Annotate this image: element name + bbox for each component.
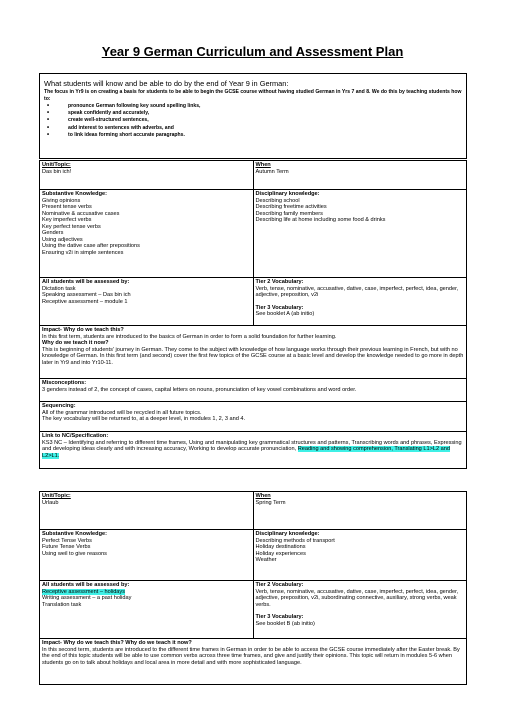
list-item: • pronounce German following key sound spelling links, xyxy=(44,103,462,110)
list-item: Holiday experiences xyxy=(255,550,306,557)
list-item: Present tense verbs xyxy=(42,204,92,210)
unit1-disciplinary-cell xyxy=(253,190,467,278)
unit1-topic-cell xyxy=(40,161,254,190)
unit2-when-cell xyxy=(253,492,467,530)
list-item: Holiday destinations xyxy=(255,544,306,550)
when-label: When xyxy=(255,493,271,499)
list-item: Describing freetime activities xyxy=(255,204,327,210)
link-text-highlight: Reading and showing comprehension, Translating L1>L2 and L2>L1. xyxy=(42,446,450,459)
list-item: Weather xyxy=(255,557,277,563)
tier3-text: See booklet A (ab initio) xyxy=(255,311,315,317)
unit2-vocab-cell xyxy=(253,581,467,639)
list-item: • to link ideas forming short accurate paragraphs. xyxy=(44,132,462,139)
assessed-label: All students will be assessed by: xyxy=(42,582,130,588)
unit1-substantive-cell xyxy=(40,190,254,278)
link-label: Link to NC/Specification: xyxy=(42,433,109,439)
list-item: Key imperfect verbs xyxy=(42,217,92,223)
list-item: Using the dative case after prepositions xyxy=(42,243,140,249)
list-item: All of the grammar introduced will be recycled in all future topics. xyxy=(42,409,202,416)
when-value: Autumn Term xyxy=(255,168,289,175)
list-item: Writing assessment – a past holiday xyxy=(42,595,132,601)
tier3-label: Tier 3 Vocabulary: xyxy=(255,304,304,311)
when-label: When xyxy=(255,162,271,168)
unit-topic-value: Das bin ich! xyxy=(42,168,72,175)
sequencing-label: Sequencing: xyxy=(42,403,76,409)
link-text-main: KS3 NC – Identifying and referring to different time frames, Using and manipulating key grammatical structures and patterns, Transcribing words and phrases, Expressing and developing ideas clearly and with increasing accuracy, Working to develop accurate pronunciation, xyxy=(42,439,462,452)
intro-heading: What students will know and be able to do by the end of Year 9 in German: xyxy=(44,79,289,88)
list-item: • create well-structured sentences, xyxy=(44,117,462,124)
intro-bullets xyxy=(44,103,462,139)
tier2-text: Verb, tense, nominative, accusative, dative, case, imperfect, perfect, idea, gender, adjective, preposition, v2i, subordinating connective, auxiliary, strong verbs, weak verbs. xyxy=(255,588,459,608)
list-item: Using adjectives xyxy=(42,236,83,243)
list-item: Speaking assessment – Das bin ich xyxy=(42,292,131,298)
why-label: Why do we teach it now? xyxy=(42,340,109,346)
unit1-vocab-cell xyxy=(253,278,467,326)
unit1-table xyxy=(39,160,467,469)
unit2-assessed-cell xyxy=(40,581,254,639)
unit1-sequencing-cell xyxy=(40,402,467,432)
tier2-label: Tier 2 Vocabulary: xyxy=(255,582,304,588)
substantive-label: Substantive Knowledge: xyxy=(42,531,107,537)
unit2-substantive-cell xyxy=(40,530,254,581)
unit1-misconceptions-cell xyxy=(40,379,467,402)
unit2-topic-cell xyxy=(40,492,254,530)
tier2-label: Tier 2 Vocabulary: xyxy=(255,279,304,285)
disciplinary-label: Disciplinary knowledge: xyxy=(255,191,320,197)
list-item: • add interest to sentences with adverbs, and xyxy=(44,125,462,132)
list-item: Receptive assessment – module 1 xyxy=(42,298,128,305)
list-item: The key vocabulary will be returned to, at a deeper level, in modules 1, 2, 3 and 4. xyxy=(42,416,246,422)
unit1-impact-cell xyxy=(40,326,467,379)
tier3-text: See booklet B (ab initio) xyxy=(255,620,315,627)
list-item: Describing school xyxy=(255,197,300,204)
intro-paragraph: The focus in Yr9 is on creating a basis for students to be able to begin the GCSE course without having studied German in Yrs 7 and 8. We do this by teaching students how to: xyxy=(44,89,462,102)
list-item: Nominative & accusative cases xyxy=(42,210,120,217)
unit-topic-value: Urlaub xyxy=(42,499,59,506)
impact-text: In this second term, students are introduced to the different time frames in German in order to be able to access the GCSE course immediately after the Easter break. By the end of this topic students will be able to use common verbs across three time frames, and give and justify their opinions. This topic will return in modules 5-6 when students go on to talk about holidays and local area in more detail and with more sophisticated language. xyxy=(42,646,460,666)
list-item: Describing life at home including some food & drinks xyxy=(255,217,386,223)
unit1-when-cell xyxy=(253,161,467,190)
unit2-disciplinary-cell xyxy=(253,530,467,581)
link-text xyxy=(42,440,464,460)
list-item: Key perfect tense verbs xyxy=(42,223,101,230)
list-item: Genders xyxy=(42,230,64,236)
list-item: Ensuring v2i in simple sentences xyxy=(42,249,124,256)
list-item: Perfect Tense Verbs xyxy=(42,537,92,544)
unit1-assessed-cell xyxy=(40,278,254,326)
assessed-label: All students will be assessed by: xyxy=(42,279,130,285)
list-item: Future Tense Verbs xyxy=(42,544,91,550)
substantive-label: Substantive Knowledge: xyxy=(42,191,107,197)
impact-text: In this first term, students are introduced to the basics of German in order to form a solid foundation for further learning. xyxy=(42,333,337,340)
misconceptions-label: Misconceptions: xyxy=(42,380,87,386)
unit-topic-label: Unit/Topic: xyxy=(42,493,71,499)
impact-label: Impact- Why do we teach this? xyxy=(42,327,124,333)
page-title: Year 9 German Curriculum and Assessment Plan xyxy=(101,44,404,59)
unit2-impact-cell xyxy=(40,639,467,685)
list-item: Describing family members xyxy=(255,210,323,217)
list-item: Describing methods of transport xyxy=(255,537,335,544)
unit1-link-cell xyxy=(40,432,467,469)
disciplinary-label: Disciplinary knowledge: xyxy=(255,531,320,537)
intro-box xyxy=(39,73,467,159)
when-value: Spring Term xyxy=(255,499,286,506)
why-text: This is beginning of students' journey in German. They come to the subject with knowledge of how language works through their previous learning in French, but with no knowledge of German. In this first term (and second) cover the first few topics of the GCSE course at a basic level and develop the knowledge needed to go more in depth later in Yr9 and into Yr10-11. xyxy=(42,346,464,366)
impact-label: Impact- Why do we teach this? Why do we teach it now? xyxy=(42,640,192,646)
list-item: Using weil to give reasons xyxy=(42,550,107,557)
list-item: Giving opinions xyxy=(42,197,81,204)
list-item: • speak confidently and accurately, xyxy=(44,110,462,117)
assessed-highlight: Receptive assessment – holidays xyxy=(42,588,126,595)
tier3-label: Tier 3 Vocabulary: xyxy=(255,614,304,620)
unit2-table xyxy=(39,491,467,685)
list-item: Translation task xyxy=(42,601,82,608)
misconceptions-text: 3 genders instead of 2, the concept of cases, capital letters on nouns, pronunciation of key vowel combinations and word order. xyxy=(42,386,357,393)
tier2-text: Verb, tense, nominative, accusative, dative, case, imperfect, perfect, idea, gender, adjective, preposition, v2i xyxy=(255,285,459,298)
list-item: Dictation task xyxy=(42,285,76,292)
unit-topic-label: Unit/Topic: xyxy=(42,162,71,168)
